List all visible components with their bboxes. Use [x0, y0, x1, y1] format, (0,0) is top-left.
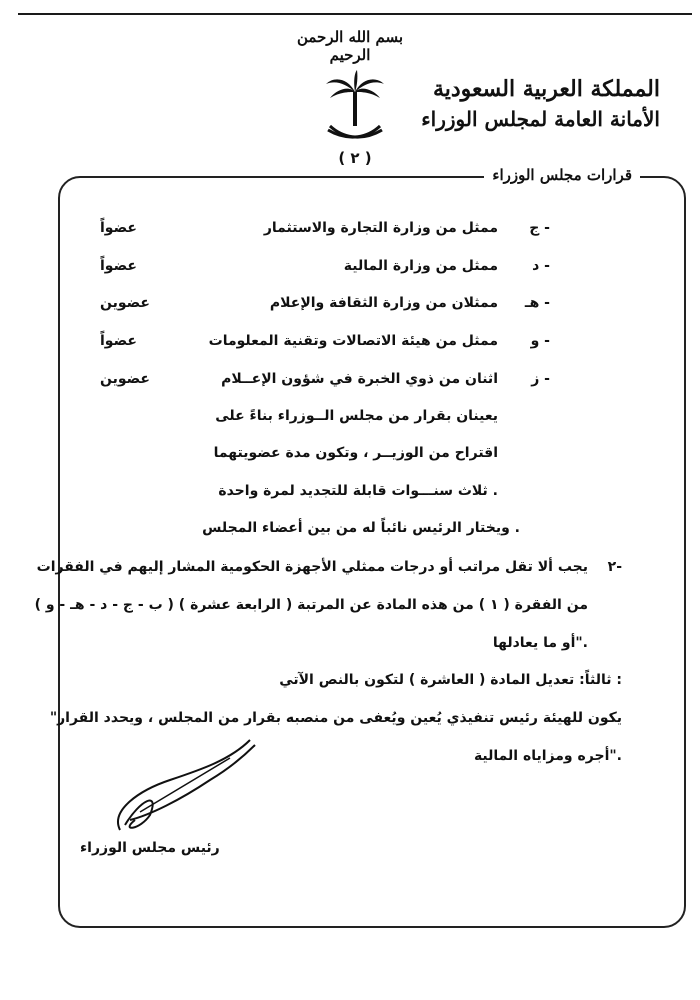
member-text: ممثل من وزارة التجارة والاستثمار	[263, 220, 498, 236]
org-line-2: الأمانة العامة لمجلس الوزراء	[421, 107, 660, 131]
member-text: ممثل من هيئة الاتصالات وتقنية المعلومات	[208, 333, 498, 349]
member-marker: ز -	[531, 371, 550, 387]
palm-swords-emblem-icon	[320, 70, 390, 150]
member-role: عضواً	[100, 258, 137, 274]
member-text: ممثل من وزارة المالية	[343, 258, 498, 274]
article-line: "يكون للهيئة رئيس تنفيذي يُعين ويُعفى من منصبه بقرار من المجلس ، ويحدد القرار	[49, 710, 622, 726]
clause-line: ( ب - ج - د - هـ - و ) من الفقرة ( ١ ) من هذه المادة عن المرتبة ( الرابعة عشرة )	[34, 597, 588, 613]
member-text: ممثلان من وزارة الثقافة والإعلام	[269, 295, 498, 311]
member-marker: و -	[530, 333, 550, 349]
member-marker: د -	[532, 258, 550, 274]
clause-line: أو ما يعادلها".	[492, 635, 588, 651]
member-role: عضواً	[100, 333, 137, 349]
org-line-1: المملكة العربية السعودية	[432, 76, 660, 102]
member-role: عضواً	[100, 220, 137, 236]
section-label: قرارات مجلس الوزراء	[484, 166, 640, 184]
experts-line: اقتراح من الوزيــر ، وتكون مدة عضويتهما	[213, 445, 498, 461]
signature-icon	[80, 720, 280, 840]
member-text: اثنان من ذوي الخبرة في شؤون الإعــلام	[221, 371, 498, 387]
clause-number: ٢-	[607, 559, 622, 575]
experts-line: ثلاث سنـــوات قابلة للتجديد لمرة واحدة .	[218, 483, 498, 499]
clause-line: يجب ألا تقل مراتب أو درجات ممثلي الأجهزة الحكومية المشار إليهم في الفقرات	[36, 559, 588, 575]
experts-line: يعينان بقرار من مجلس الــوزراء بناءً على	[215, 408, 498, 424]
member-role: عضوين	[100, 371, 150, 387]
section-heading: ثالثاً: تعديل المادة ( العاشرة ) لتكون بالنص الآتي :	[279, 672, 622, 688]
top-rule	[18, 13, 692, 15]
signatory-title: رئيس مجلس الوزراء	[80, 840, 220, 856]
member-marker: ج -	[529, 220, 550, 236]
member-role: عضوين	[100, 295, 150, 311]
article-line: أجره ومزاياه المالية".	[473, 748, 622, 764]
basmala: بسم الله الرحمن الرحيم	[296, 28, 404, 64]
member-marker: هـ -	[524, 295, 550, 311]
org-header	[400, 74, 660, 134]
page-number: ( ٢ )	[338, 149, 372, 167]
deputy-line: ويختار الرئيس نائباً له من بين أعضاء المجلس .	[202, 520, 520, 536]
